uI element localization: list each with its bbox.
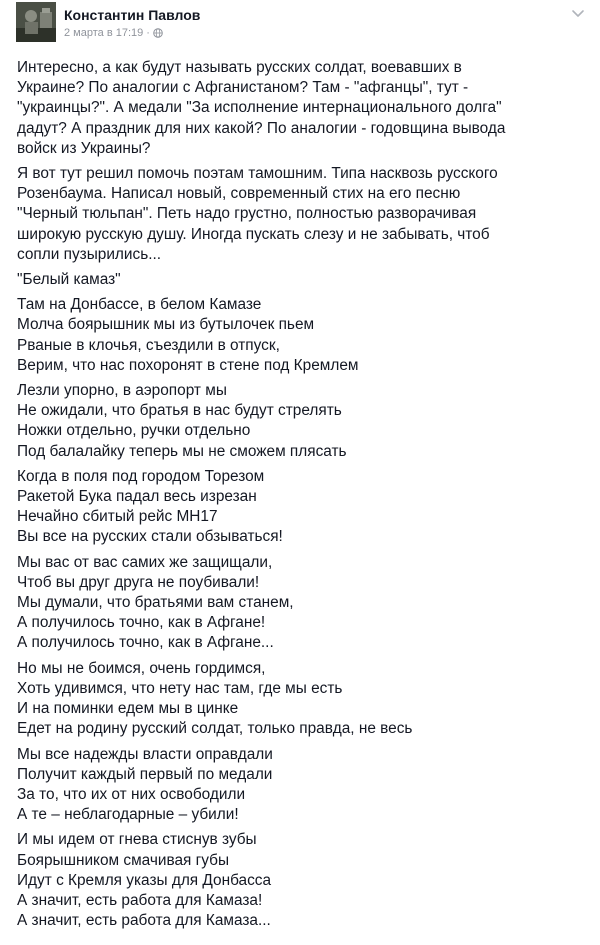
- text-line: Розенбаума. Написал новый, современный стих на его песню: [17, 185, 461, 203]
- poem-stanza: [17, 553, 587, 654]
- poem-line: Но мы не боимся, очень гордимся,: [17, 659, 266, 677]
- poem-line: А значит, есть работа для Камаза!: [17, 891, 263, 909]
- text-line: Я вот тут решил помочь поэтам тамошним. Типа насквозь русского: [17, 165, 498, 183]
- poem-line: Лезли упорно, в аэропорт мы: [17, 382, 227, 400]
- poem-line: Мы вас от вас самих же защищали,: [17, 553, 273, 571]
- poem-line: Ракетой Бука падал весь изрезан: [17, 488, 257, 506]
- poem-line: Боярышником смачивая губы: [17, 851, 230, 869]
- globe-icon[interactable]: [153, 28, 163, 38]
- paragraph-intro: [17, 58, 587, 159]
- paragraph-context: [17, 164, 587, 265]
- poem-line: А те – неблагодарные – убили!: [17, 806, 239, 824]
- poem-line: Ножки отдельно, ручки отдельно: [17, 422, 251, 440]
- poem-line: И на поминки едем мы в цинке: [17, 700, 239, 718]
- poem-stanza: [17, 745, 587, 826]
- poem-line: Рваные в клочья, съездили в отпуск,: [17, 336, 280, 354]
- poem-line: Когда в поля под городом Торезом: [17, 467, 265, 485]
- poem-line: Под балалайку теперь мы не сможем плясать: [17, 442, 347, 460]
- text-line: войск из Украины?: [17, 139, 151, 157]
- avatar-image: [16, 2, 56, 42]
- author-name[interactable]: Константин Павлов: [64, 7, 201, 23]
- poem-line: Хоть удивимся, что нету нас там, где мы есть: [17, 679, 343, 697]
- poem-line: Не ожидали, что братья в нас будут стрелять: [17, 402, 342, 420]
- meta-separator: ·: [146, 27, 150, 39]
- poem-title: [17, 270, 587, 290]
- text-line: сопли пузырились...: [17, 245, 162, 263]
- text-line: "украинцы?". А медали "За исполнение интернационального долга": [17, 99, 502, 117]
- text-line: "Черный тюльпан". Петь надо грустно, полностью разворачивая: [17, 205, 477, 223]
- poem-stanza: [17, 381, 587, 462]
- post-header: [16, 2, 586, 46]
- poem-line: Мы думали, что братьями вам станем,: [17, 594, 294, 612]
- poem-line: Едет на родину русский солдат, только правда, не весь: [17, 720, 413, 738]
- poem-line: Чтоб вы друг друга не поубивали!: [17, 573, 260, 591]
- text-line: дадут? А праздник для них какой? По аналогии - годовщина вывода: [17, 119, 506, 137]
- text-line: Интересно, а как будут называть русских солдат, воевавших в: [17, 59, 462, 76]
- post-body: [17, 58, 587, 936]
- poem-line: Молча боярышник мы из бутылочек пьем: [17, 316, 315, 334]
- poem-line: Там на Донбассе, в белом Камазе: [17, 296, 262, 314]
- poem-line: Мы все надежды власти оправдали: [17, 745, 273, 763]
- poem-stanza: [17, 659, 587, 740]
- chevron-down-icon[interactable]: [570, 6, 586, 22]
- post-meta: [64, 27, 163, 39]
- text-line: "Белый камаз": [17, 271, 121, 289]
- poem-line: Вы все на русских стали обзываться!: [17, 528, 283, 546]
- poem-line: Верим, что нас похоронят в стене под Кремлем: [17, 356, 359, 374]
- poem-line: Идут с Кремля указы для Донбасса: [17, 871, 272, 889]
- poem-stanza: [17, 467, 587, 548]
- poem-stanza: [17, 295, 587, 376]
- poem-line: А значит, есть работа для Камаза...: [17, 912, 271, 930]
- poem-line: Получит каждый первый по медали: [17, 765, 273, 783]
- post-date[interactable]: 2 марта в 17:19: [64, 27, 144, 39]
- text-line: широкую русскую душу. Иногда пускать слезу и не забывать, чтоб: [17, 225, 490, 243]
- poem-line: А получилось точно, как в Афгане...: [17, 634, 274, 652]
- avatar[interactable]: [16, 2, 56, 42]
- text-line: Украине? По аналогии с Афганистаном? Там - "афганцы", тут -: [17, 79, 469, 97]
- poem-line: А получилось точно, как в Афгане!: [17, 614, 266, 632]
- poem-line: За то, что их от них освободили: [17, 785, 246, 803]
- poem-line: Нечайно сбитый рейс МН17: [17, 508, 218, 526]
- poem-stanza: [17, 830, 587, 931]
- poem-line: И мы идем от гнева стиснув зубы: [17, 831, 257, 849]
